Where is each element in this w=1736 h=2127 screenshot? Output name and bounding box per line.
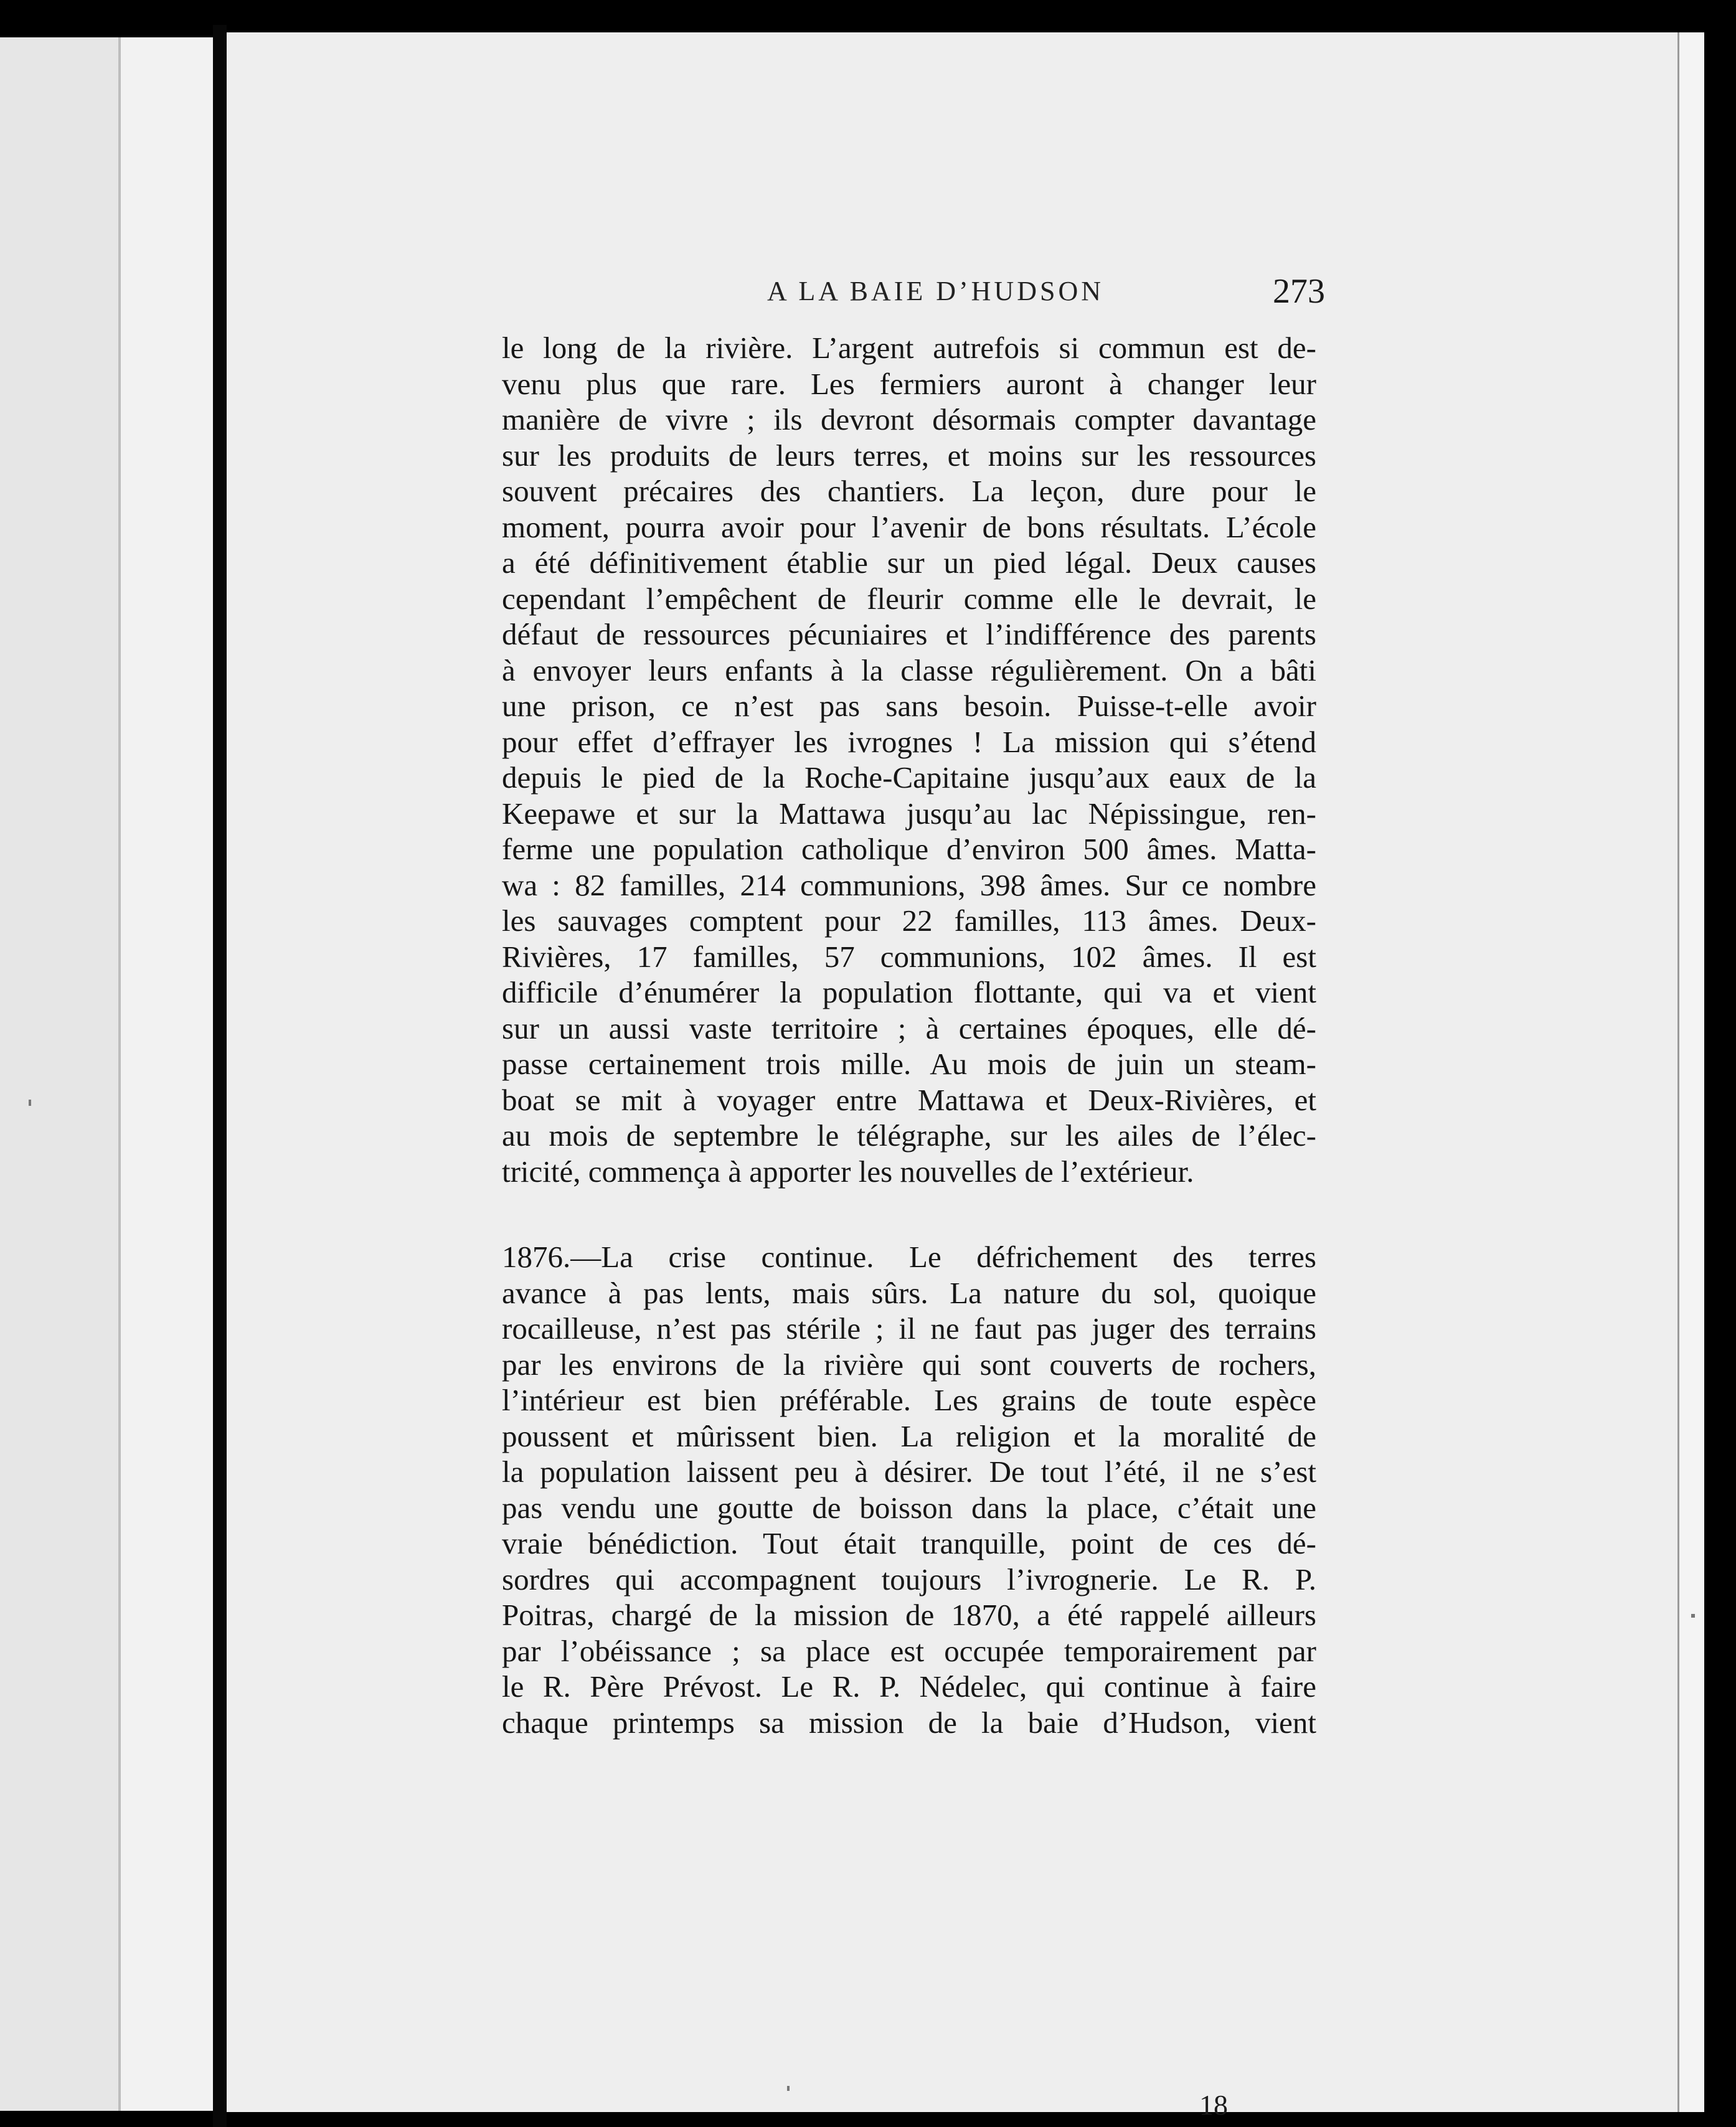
text-line: l’intérieur est bien préférable. Les grains de toute espèce: [502, 1383, 1316, 1417]
scan-speck: [787, 2086, 790, 2091]
text-line: cependant l’empêchent de fleurir comme elle le devrait, le: [502, 581, 1316, 616]
text-line: passe certainement trois mille. Au mois de juin un steam-: [502, 1047, 1316, 1081]
text-line: sur les produits de leurs terres, et moins sur les ressources: [502, 438, 1316, 473]
text-line: pas vendu une goutte de boisson dans la place, c’était une: [502, 1490, 1316, 1525]
text-line: la population laissent peu à désirer. De tout l’été, il ne s’est: [502, 1455, 1316, 1489]
text-line: venu plus que rare. Les fermiers auront à changer leur: [502, 366, 1316, 401]
text-line: au mois de septembre le télégraphe, sur les ailes de l’élec-: [502, 1118, 1316, 1153]
text-line: rocailleuse, n’est pas stérile ; il ne faut pas juger des terrains: [502, 1311, 1316, 1346]
text-line: depuis le pied de la Roche-Capitaine jusqu’aux eaux de la: [502, 760, 1316, 795]
text-line: a été définitivement établie sur un pied légal. Deux causes: [502, 545, 1316, 580]
text-line: les sauvages comptent pour 22 familles, 113 âmes. Deux-: [502, 903, 1316, 938]
scan-speck: [29, 1100, 31, 1106]
scan-speck: [1691, 1614, 1695, 1618]
book-gutter: [213, 25, 227, 2127]
text-line: avance à pas lents, mais sûrs. La nature du sol, quoique: [502, 1275, 1316, 1310]
text-line: wa : 82 familles, 214 communions, 398 âmes. Sur ce nombre: [502, 867, 1316, 902]
text-line: manière de vivre ; ils devront désormais compter davantage: [502, 402, 1316, 436]
running-title: A LA BAIE D’HUDSON: [767, 276, 1104, 306]
text-line: Rivières, 17 familles, 57 communions, 102 âmes. Il est: [502, 939, 1316, 974]
text-line: le R. Père Prévost. Le R. P. Nédelec, qui continue à faire: [502, 1669, 1316, 1704]
text-line: le long de la rivière. L’argent autrefois si commun est de-: [502, 331, 1316, 365]
text-line: à envoyer leurs enfants à la classe régulièrement. On a bâti: [502, 653, 1316, 687]
text-line: pour effet d’effrayer les ivrognes ! La mission qui s’étend: [502, 724, 1316, 759]
text-line: une prison, ce n’est pas sans besoin. Puisse-t-elle avoir: [502, 689, 1316, 723]
text-line: boat se mit à voyager entre Mattawa et Deux-Rivières, et: [502, 1082, 1316, 1117]
text-line: 1876.—La crise continue. Le défrichement des terres: [502, 1240, 1316, 1274]
paragraph-1: [502, 330, 1316, 1189]
text-line: défaut de ressources pécuniaires et l’indifférence des parents: [502, 617, 1316, 651]
text-line: difficile d’énumérer la population flottante, qui va et vient: [502, 975, 1316, 1009]
text-line: souvent précaires des chantiers. La leçon, dure pour le: [502, 474, 1316, 508]
text-line: moment, pourra avoir pour l’avenir de bons résultats. L’école: [502, 509, 1316, 544]
text-line: sordres qui accompagnent toujours l’ivrognerie. Le R. P.: [502, 1562, 1316, 1596]
page-number: 273: [1273, 272, 1325, 311]
facing-page-edge: [118, 37, 215, 2111]
page-fore-edge: [1677, 32, 1704, 2112]
text-line: par les environs de la rivière qui sont couverts de rochers,: [502, 1347, 1316, 1382]
text-line: chaque printemps sa mission de la baie d’Hudson, vient: [502, 1705, 1316, 1740]
text-line: ferme une population catholique d’environ 500 âmes. Matta-: [502, 832, 1316, 866]
text-line: vraie bénédiction. Tout était tranquille, point de ces dé-: [502, 1526, 1316, 1560]
text-line: tricité, commença à apporter les nouvelles de l’extérieur.: [502, 1154, 1194, 1189]
text-line: sur un aussi vaste territoire ; à certaines époques, elle dé-: [502, 1011, 1316, 1045]
text-line: par l’obéissance ; sa place est occupée temporairement par: [502, 1633, 1316, 1668]
signature-mark: 18: [1199, 2089, 1228, 2121]
text-line: poussent et mûrissent bien. La religion et la moralité de: [502, 1418, 1316, 1453]
text-line: Poitras, chargé de la mission de 1870, a été rappelé ailleurs: [502, 1598, 1316, 1632]
paragraph-2: [502, 1239, 1316, 1740]
text-line: Keepawe et sur la Mattawa jusqu’au lac Népissingue, ren-: [502, 796, 1316, 831]
